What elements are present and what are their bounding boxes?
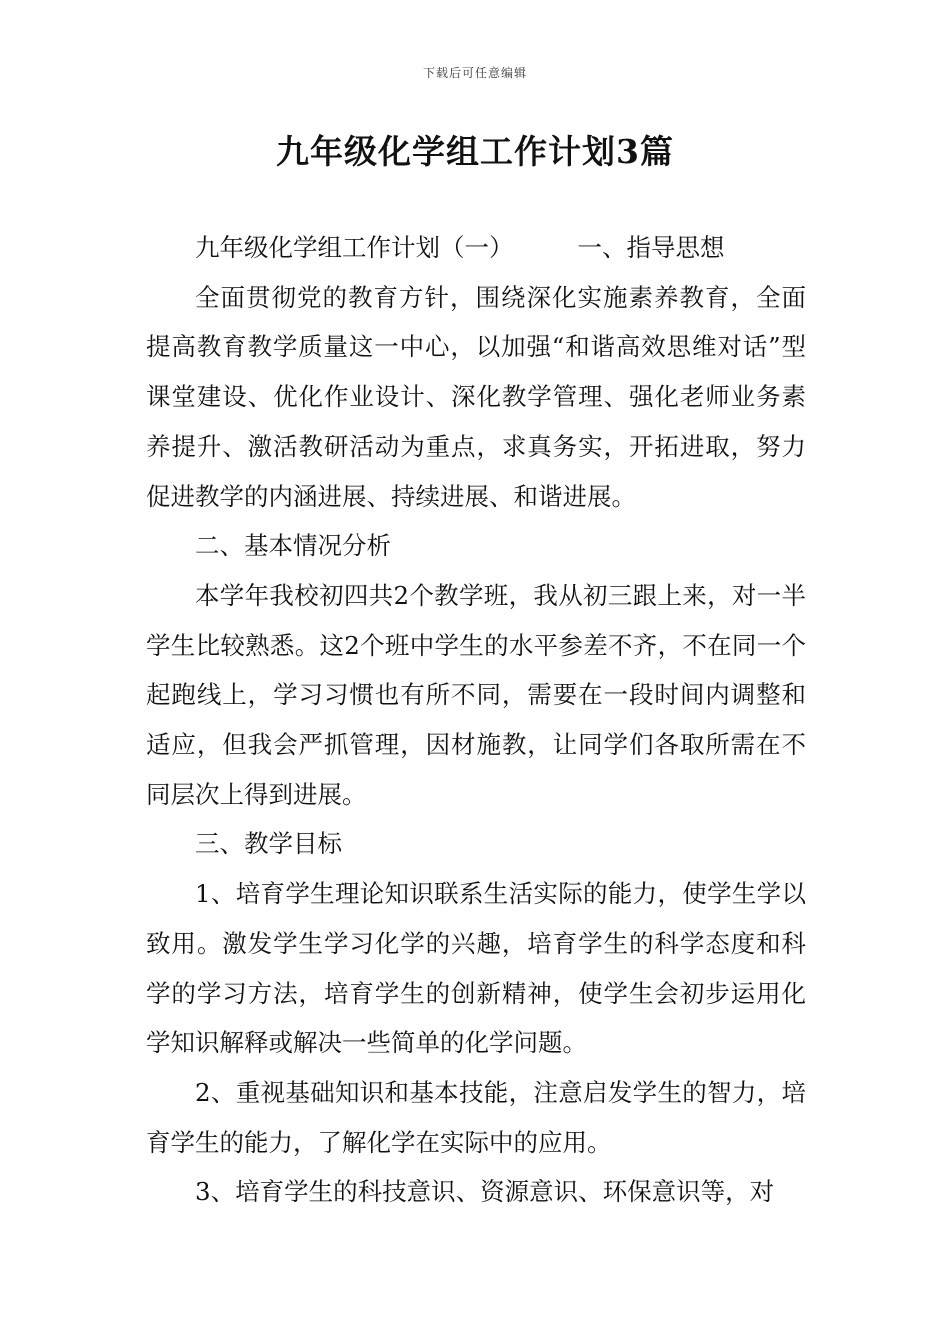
- section-heading-teaching-goals: 三、教学目标: [195, 829, 342, 859]
- section-heading-guiding-ideology: 一、指导思想: [577, 233, 725, 262]
- paragraph-situation-analysis: 本学年我校初四共2个教学班，我从初三跟上来，对一半学生比较熟悉。这2个班中学生的水平参差不齐，不在同一个起跑线上，学习习惯也有所不同，需要在一段时间内调整和适应，但我会严抓管理，因材施教，让同学们各取所需在不同层次上得到进展。: [146, 580, 806, 809]
- section-heading-situation-analysis: 二、基本情况分析: [195, 531, 391, 561]
- paragraph-goal-1: 1、培育学生理论知识联系生活实际的能力，使学生学以致用。激发学生学习化学的兴趣，培育学生的科学态度和科学的学习方法，培育学生的创新精神，使学生会初步运用化学知识解释或解决一些简单的化学问题。: [146, 879, 806, 1058]
- paragraph-guiding-ideology: 全面贯彻党的教育方针，围绕深化实施素养教育，全面提高教育教学质量这一中心，以加强“和谐高效思维对话”型课堂建设、优化作业设计、深化教学管理、强化老师业务素养提升、激活教研活动为重点，求真务实，开拓进取，努力促进教学的内涵进展、持续进展、和谐进展。: [146, 282, 806, 511]
- paragraph-goal-3: 3、培育学生的科技意识、资源意识、环保意识等，对: [195, 1177, 775, 1207]
- document-body: [146, 223, 806, 1217]
- subtitle-line: [146, 223, 806, 273]
- plan-subtitle: 九年级化学组工作计划（一）: [195, 233, 514, 262]
- header-note: 下载后可任意编辑: [422, 66, 527, 80]
- document-title: 九年级化学组工作计划3篇: [276, 132, 674, 171]
- paragraph-goal-2: 2、重视基础知识和基本技能，注意启发学生的智力，培育学生的能力，了解化学在实际中的应用。: [146, 1077, 806, 1157]
